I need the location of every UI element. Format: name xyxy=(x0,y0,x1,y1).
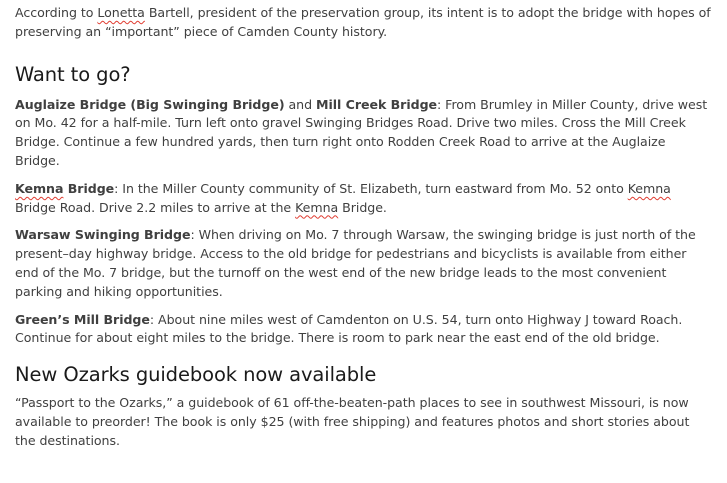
mill-creek-bridge-title: Mill Creek Bridge xyxy=(316,96,438,112)
greens-mill-directions: : About nine miles west of Camdenton on U.S. 54, turn onto Highway J toward Roach. Continue for about eight miles to the bridge. There is room to park near the east end of the old bridge. xyxy=(15,311,683,346)
warsaw-bridge-paragraph xyxy=(15,226,713,301)
intro-text-start: According to xyxy=(15,5,98,20)
greens-mill-bridge-paragraph xyxy=(15,311,713,349)
auglaize-directions: : From Brumley in Miller County, drive west on Mo. 42 for a half-mile. Turn left onto gravel Swinging Bridges Road. Drive two miles. Cross the Mill Creek Bridge. Continue a few hundred yards, then turn right onto Rodden Creek Road to arrive at the Auglaize Bridge. xyxy=(15,96,708,168)
auglaize-bridge-title: Auglaize Bridge (Big Swinging Bridge) xyxy=(15,96,285,112)
kemna-directions-part-1: : In the Miller County community of St. Elizabeth, turn eastward from Mo. 52 onto xyxy=(114,180,628,196)
section-heading-guidebook: New Ozarks guidebook now available xyxy=(15,363,377,387)
conjunction-text: and xyxy=(284,96,317,112)
kemna-directions-part-3: Bridge. xyxy=(338,199,387,215)
kemna-bridge-paragraph xyxy=(15,180,713,218)
kemna-bridge-title xyxy=(15,181,114,196)
guidebook-paragraph: “Passport to the Ozarks,” a guidebook of 61 off-the-beaten-path places to see in southwest Missouri, is now available to preorder! The book is only $25 (with free shipping) and features photos and short stories about the destinations. xyxy=(15,395,690,448)
intro-text-end: Bartell, president of the preservation group, its intent is to adopt the bridge with hopes of preserving an “important” piece of Camden County history. xyxy=(15,5,711,39)
kemna-title-rest: Bridge xyxy=(63,180,115,196)
spellcheck-flagged-word[interactable]: Lonetta xyxy=(97,5,145,20)
section-heading-want-to-go: Want to go? xyxy=(15,62,131,86)
spellcheck-flagged-word[interactable]: Kemna xyxy=(627,180,671,196)
greens-mill-bridge-title: Green’s Mill Bridge xyxy=(15,311,150,327)
kemna-directions-part-2: Bridge Road. Drive 2.2 miles to arrive at the xyxy=(15,199,296,215)
spellcheck-flagged-word[interactable]: Kemna xyxy=(15,180,64,196)
spellcheck-flagged-word[interactable]: Kemna xyxy=(295,199,339,215)
warsaw-bridge-title: Warsaw Swinging Bridge xyxy=(15,227,191,243)
auglaize-bridge-paragraph xyxy=(15,96,713,171)
intro-paragraph xyxy=(15,4,713,42)
warsaw-directions: : When driving on Mo. 7 through Warsaw, the swinging bridge is just north of the present–day highway bridge. Access to the old bridge for pedestrians and bicyclists is available from either end of the Mo. 7 bridge, but the turnoff on the west end of the new bridge leads to the most convenient parking and hiking opportunities. xyxy=(15,227,696,299)
